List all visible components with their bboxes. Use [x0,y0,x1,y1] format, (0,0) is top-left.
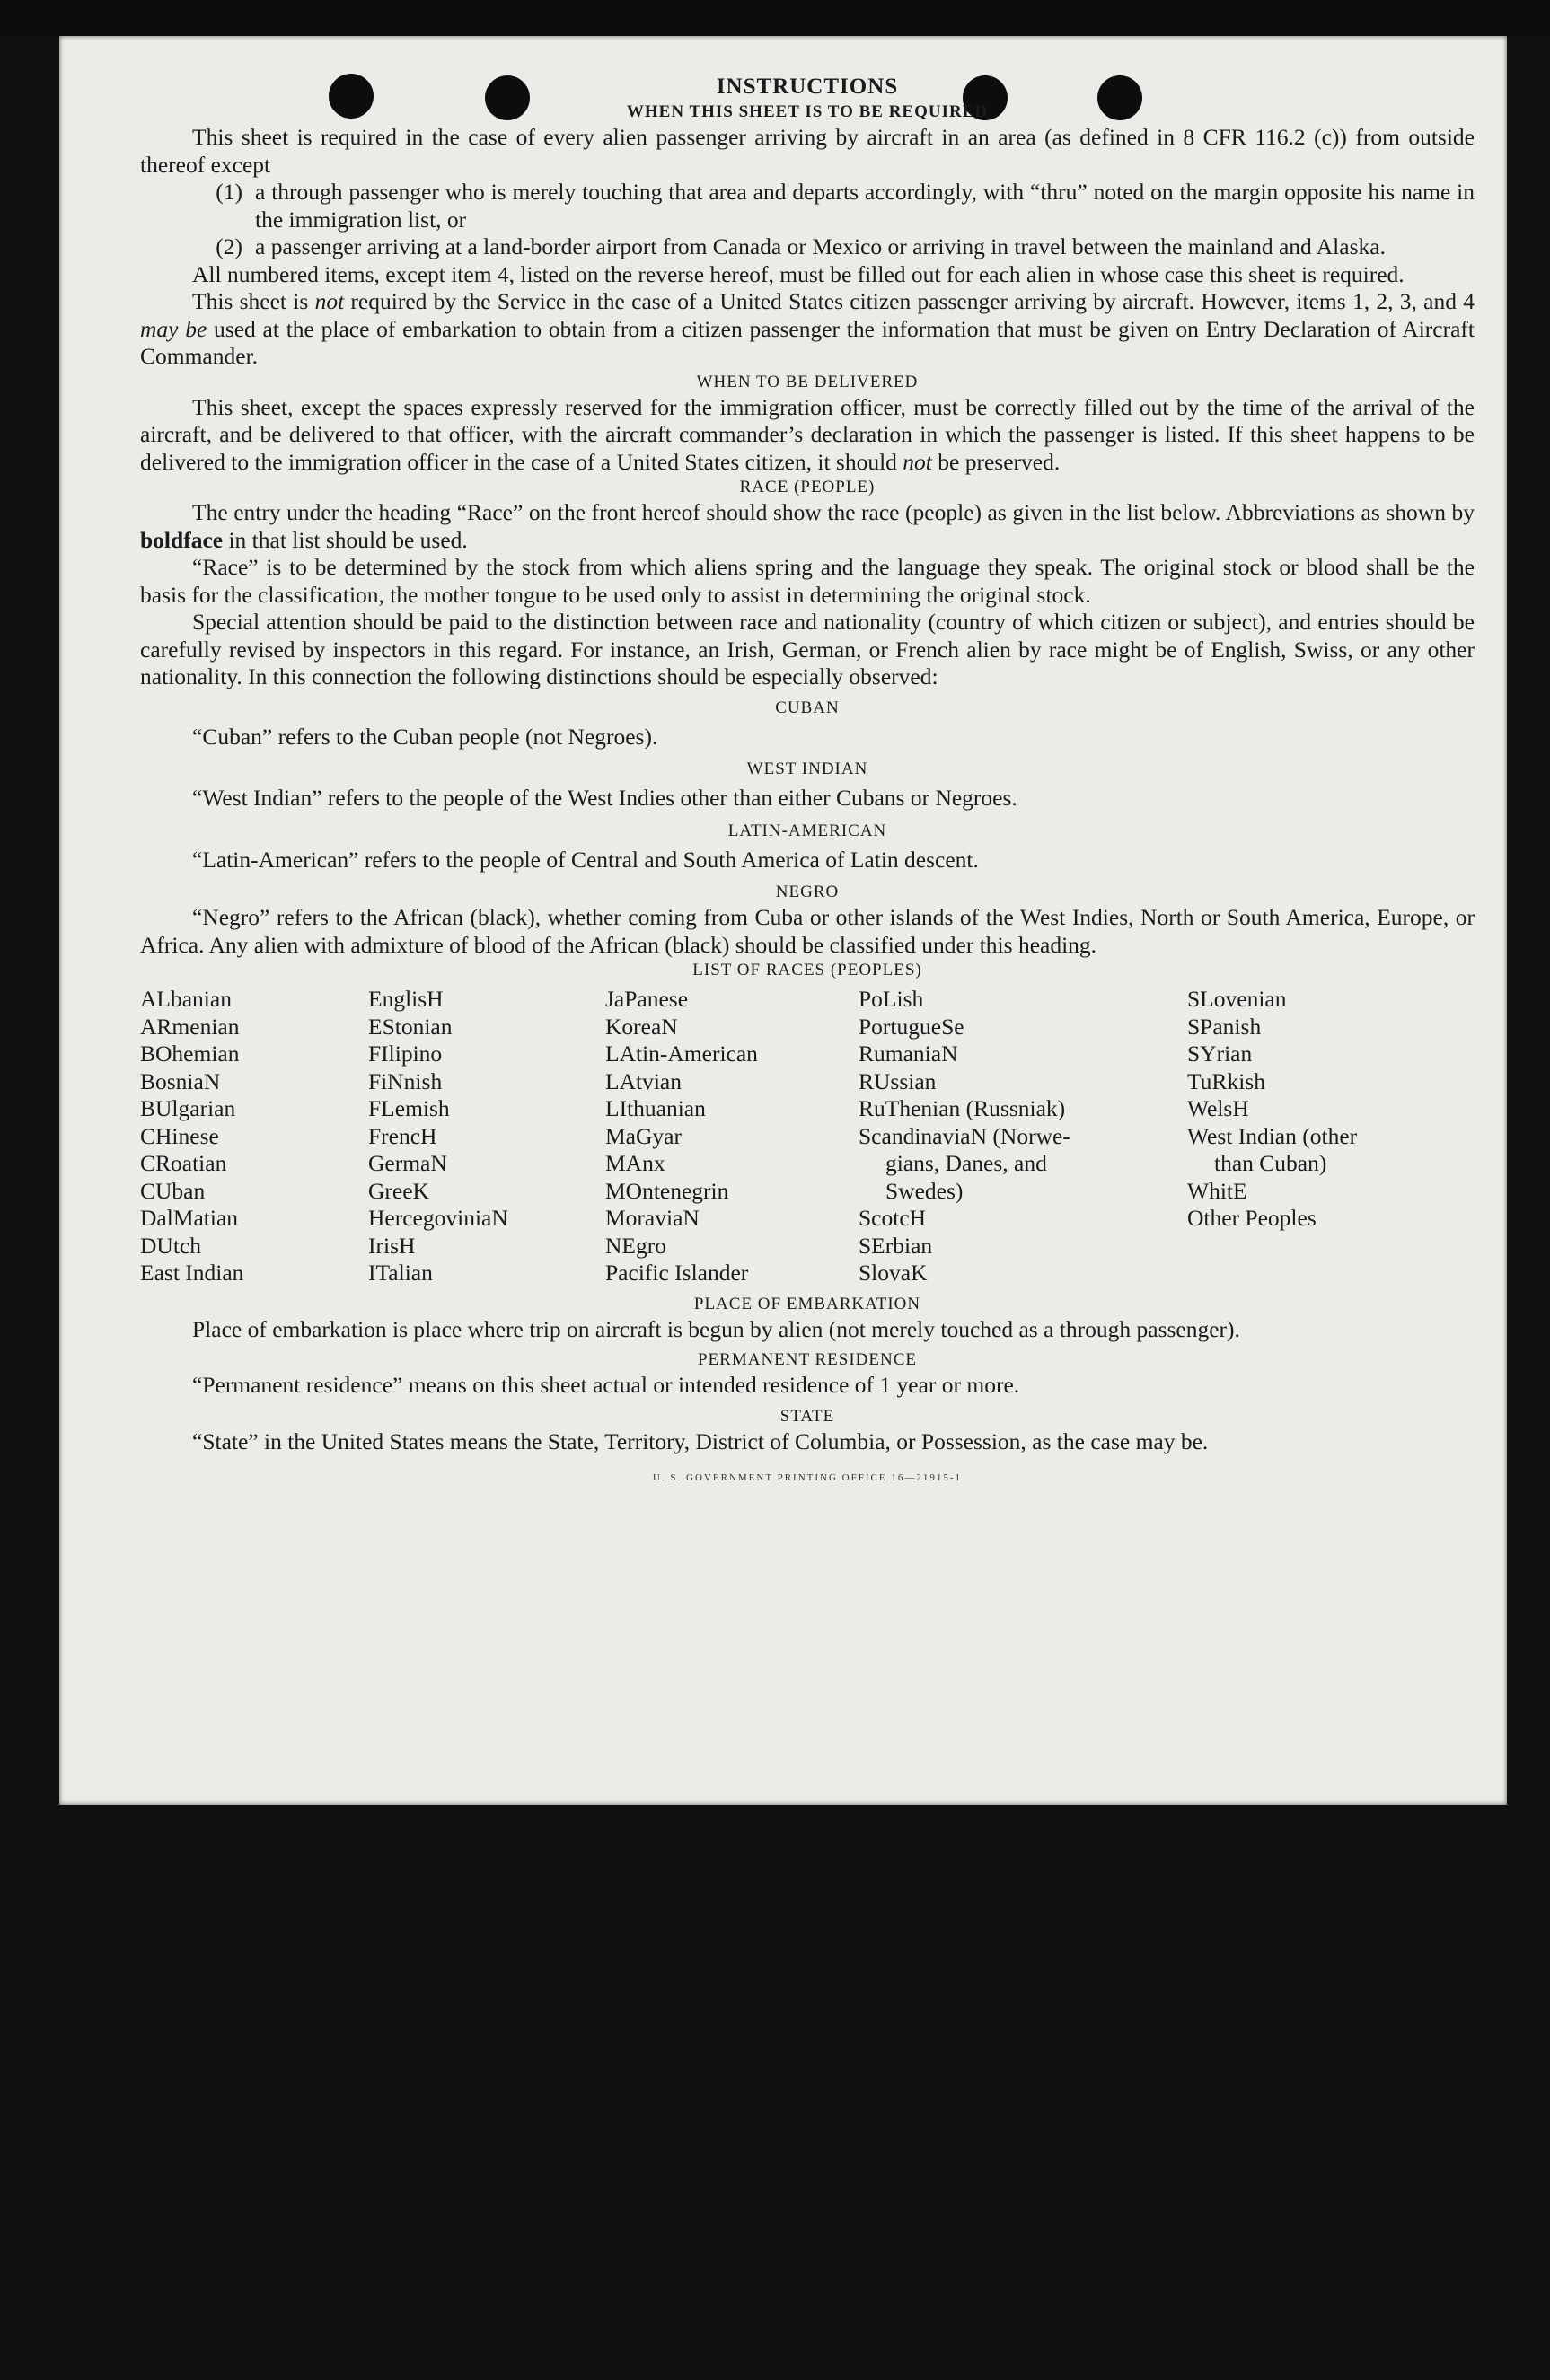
race-entry: East Indian [140,1260,244,1286]
residence-paragraph: “Permanent residence” means on this sheet actual or intended residence of 1 year or more. [192,1372,1020,1398]
citizen-text-2: required by the Service in the case of a United States citizen passenger arriving by aircraft. However, items 1, 2, 3, and 4 [344,288,1475,314]
race-entry: EStonian [368,1013,453,1040]
race-entry: TuRkish [1187,1067,1265,1094]
section-heading-delivered: WHEN TO BE DELIVERED [696,372,919,391]
race-entry: PortugueSe [859,1013,964,1040]
race-entry: SPanish [1187,1013,1262,1040]
state-paragraph: “State” in the United States means the State, Territory, District of Columbia, or Possession, as the case may be. [192,1427,1209,1454]
latin-american-paragraph: “Latin-American” refers to the people of Central and South America of Latin descent. [192,846,979,873]
race-entry: ScotcH [859,1205,927,1231]
citizen-text-1: This sheet is [192,288,315,314]
race-entry: BOhemian [140,1041,240,1067]
race-entry: MaGyar [605,1122,682,1149]
intro-paragraph: This sheet is required in the case of every alien passenger arriving by aircraft in an area (as defined in 8 CFR 116.2 (c)) from outside thereof except [140,124,1475,178]
race-entry: West Indian (other [1187,1122,1358,1149]
race-entry: WelsH [1187,1095,1249,1121]
race-entry: gians, Danes, and [885,1150,1047,1176]
race-entry: RuThenian (Russniak) [859,1095,1066,1121]
race-entry: NEgro [605,1232,666,1259]
race-paragraph-1 [140,499,1475,554]
race-entry: RumaniaN [859,1041,958,1067]
instructions-text [140,74,1475,1492]
race-entry: FLemish [368,1095,450,1121]
race-entry: KoreaN [605,1013,678,1040]
race-entry: GermaN [368,1150,447,1176]
race-entry: FrencH [368,1122,437,1149]
race-entry: JaPanese [605,986,689,1012]
race-entry: MoraviaN [605,1205,700,1231]
race-entry: GreeK [368,1177,429,1204]
race-entry: MOntenegrin [605,1177,729,1204]
race-text-2: in that list should be used. [223,526,468,553]
exception-text: a through passenger who is merely touching that area and departs accordingly, with “thru” noted on the margin opposite his name in the immigration list, or [255,179,1475,233]
section-heading-list-of-races: LIST OF RACES (PEOPLES) [692,961,922,979]
race-entry: CHinese [140,1122,219,1149]
exception-number: (2) [216,233,242,259]
race-entry: IrisH [368,1232,416,1259]
page-title: INSTRUCTIONS [716,75,899,99]
section-heading-residence: PERMANENT RESIDENCE [697,1350,918,1369]
citizen-emphasis-not: not [314,288,345,314]
race-entry: SLovenian [1187,986,1287,1012]
race-entry: DalMatian [140,1205,239,1231]
race-entry: ALbanian [140,986,232,1012]
exception-item [140,179,1475,233]
race-entry: ITalian [368,1260,433,1286]
race-column-2 [368,986,605,1287]
section-heading-cuban: CUBAN [775,698,840,717]
race-entry: than Cuban) [1214,1150,1327,1176]
race-entry: WhitE [1187,1177,1247,1204]
race-entry: Other Peoples [1187,1205,1317,1231]
race-entry: BUlgarian [140,1095,236,1121]
cuban-paragraph: “Cuban” refers to the Cuban people (not Negroes). [192,723,658,750]
race-entry: FiNnish [368,1067,443,1094]
race-entry: HercegoviniaN [368,1205,508,1231]
race-entry: DUtch [140,1232,201,1259]
race-entry: CRoatian [140,1150,227,1176]
section-heading-latin-american: LATIN-AMERICAN [727,821,887,840]
race-text-1: The entry under the heading “Race” on the front hereof should show the race (people) as given in the list below. Abbreviations as shown by [192,499,1475,525]
race-entry: LIthuanian [605,1095,706,1121]
race-entry: BosniaN [140,1067,221,1094]
race-entry: Swedes) [885,1177,964,1204]
section-heading-race: RACE (PEOPLE) [739,478,876,496]
race-entry: LAtin-American [605,1041,758,1067]
delivered-paragraph [140,394,1475,477]
delivered-emphasis-not: not [903,448,932,475]
section-heading-embarkation: PLACE OF EMBARKATION [693,1294,921,1313]
embarkation-paragraph: Place of embarkation is place where trip on aircraft is begun by alien (not merely touched as a through passenger). [192,1315,1240,1342]
document-page [59,36,1507,1805]
section-heading-when-required: WHEN THIS SHEET IS TO BE REQUIRED [626,102,989,121]
section-heading-state: STATE [779,1406,835,1426]
race-column-5 [1187,986,1421,1287]
race-entry: SYrian [1187,1041,1253,1067]
delivered-text-2: be preserved. [931,448,1061,475]
race-entry: ScandinaviaN (Norwe- [859,1122,1070,1149]
scan-background [0,0,1550,36]
printer-imprint: U. S. GOVERNMENT PRINTING OFFICE 16—21915-1 [652,1472,962,1483]
race-bold-word: boldface [140,526,224,553]
exception-text: a passenger arriving at a land-border airport from Canada or Mexico or arriving in travel between the mainland and Alaska. [255,233,1386,259]
race-entry: PoLish [859,986,924,1012]
numbered-items-paragraph: All numbered items, except item 4, listed on the reverse hereof, must be filled out for each alien in whose case this sheet is required. [192,260,1405,287]
section-heading-negro: NEGRO [775,883,840,901]
race-column-3 [605,986,859,1287]
race-entry: LAtvian [605,1067,682,1094]
race-entry: SlovaK [859,1260,928,1286]
section-heading-west-indian: WEST INDIAN [746,760,868,778]
west-indian-paragraph: “West Indian” refers to the people of the West Indies other than either Cubans or Negroes. [192,785,1017,811]
citizen-text-3: used at the place of embarkation to obtain from a citizen passenger the information that must be given on Entry Declaration of Aircraft Commander. [140,315,1475,369]
citizen-emphasis-may: may be [140,315,207,342]
exception-number: (1) [216,179,242,205]
race-entry: ARmenian [140,1013,240,1040]
race-paragraph-2: “Race” is to be determined by the stock from which aliens spring and the language they speak. The original stock or blood shall be the basis for the classification, the mother tongue to be used only to assist in determining the original stock. [140,554,1475,608]
race-entry: SErbian [859,1232,933,1259]
citizen-paragraph [140,288,1475,371]
delivered-text-1: This sheet, except the spaces expressly reserved for the immigration officer, must be correctly filled out by the time of the arrival of the aircraft, and be delivered to that officer, with the aircraft commander’s declaration in which the passenger is listed. If this sheet happens to be delivered to the immigration officer in the case of a United States citizen, it should [140,393,1475,475]
race-entry: RUssian [859,1067,937,1094]
race-entry: FIlipino [368,1041,443,1067]
race-entry: MAnx [605,1150,665,1176]
race-entry: CUban [140,1177,206,1204]
race-entry: EnglisH [368,986,444,1012]
race-entry: Pacific Islander [605,1260,749,1286]
negro-paragraph: “Negro” refers to the African (black), whether coming from Cuba or other islands of the West Indies, North or South America, Europe, or Africa. Any alien with admixture of blood of the African (black) should be classified under this heading. [140,904,1475,958]
race-column-4 [859,986,1187,1287]
race-paragraph-3: Special attention should be paid to the distinction between race and nationality (country of which citizen or subject), and entries should be carefully revised by inspectors in this regard. For instance, an Irish, German, or French alien by race might be of English, Swiss, or any other nationality. In this connection the following distinctions should be especially observed: [140,609,1475,689]
race-list [140,986,1475,1287]
exception-item [140,233,1475,261]
race-column-1 [140,986,368,1287]
